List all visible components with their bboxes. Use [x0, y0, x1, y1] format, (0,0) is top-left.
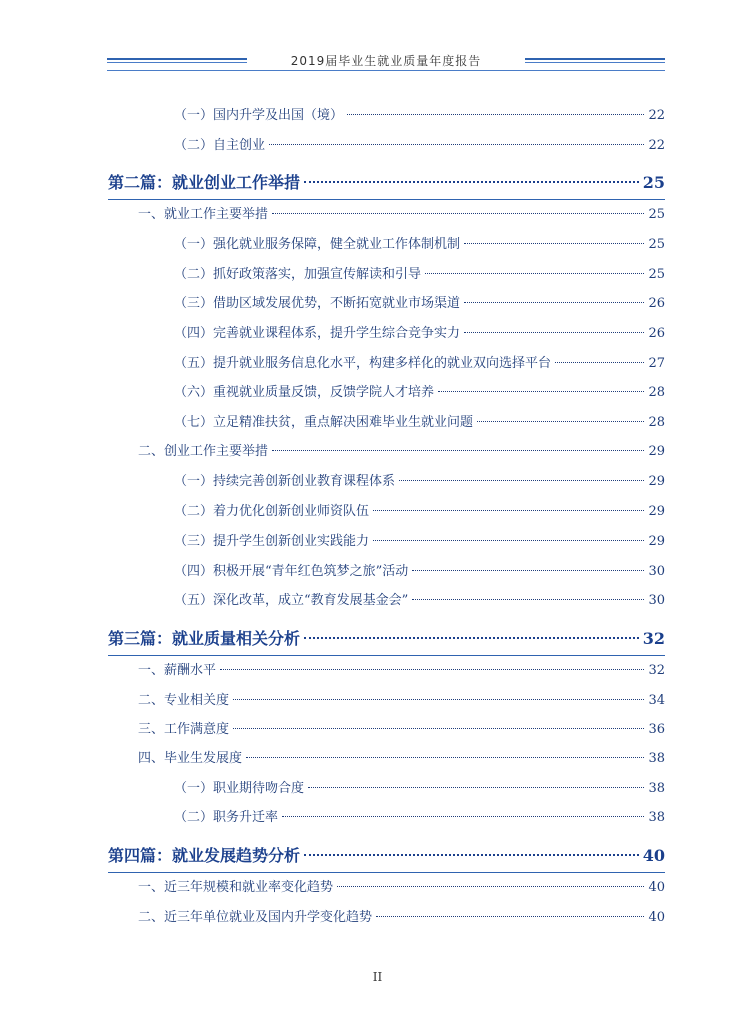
toc-subsection-entry[interactable]	[174, 806, 665, 825]
toc-subsection-entry[interactable]	[174, 777, 665, 796]
toc-entry-label: 一、薪酬水平	[138, 663, 217, 678]
dot-leader	[272, 213, 644, 214]
toc-subsection-entry[interactable]	[174, 322, 665, 341]
dot-leader	[246, 757, 644, 758]
toc-entry-label: （三）借助区域发展优势，不断拓宽就业市场渠道	[174, 296, 461, 311]
toc-entry-page-number: 40	[648, 910, 665, 925]
toc-entry-page-number: 40	[648, 880, 665, 895]
toc-entry-label: 第二篇：就业创业工作举措	[108, 173, 301, 192]
toc-section-entry[interactable]	[138, 747, 665, 766]
toc-entry-page-number: 27	[648, 356, 665, 371]
toc-entry-label: 一、近三年规模和就业率变化趋势	[138, 880, 334, 895]
dot-leader	[555, 362, 644, 363]
toc-chapter-entry[interactable]	[108, 626, 665, 649]
toc-section-entry[interactable]	[138, 906, 665, 925]
toc-subsection-entry[interactable]	[174, 134, 665, 153]
toc-entry-page-number: 22	[648, 138, 665, 153]
toc-entry-label: （四）积极开展“青年红色筑梦之旅”活动	[174, 564, 409, 579]
dot-leader	[272, 450, 644, 451]
toc-chapter-entry[interactable]	[108, 170, 665, 193]
dot-leader	[438, 391, 644, 392]
dot-leader	[412, 599, 644, 600]
toc-entry-page-number: 32	[642, 629, 665, 648]
toc-entry-label: （一）国内升学及出国（境）	[174, 108, 344, 123]
toc-entry-page-number: 30	[648, 564, 665, 579]
toc-subsection-entry[interactable]	[174, 381, 665, 400]
toc-subsection-entry[interactable]	[174, 470, 665, 489]
toc-entry-label: （一）强化就业服务保障，健全就业工作体制机制	[174, 237, 461, 252]
toc-entry-page-number: 25	[648, 207, 665, 222]
toc-subsection-entry[interactable]	[174, 352, 665, 371]
toc-section-entry[interactable]	[138, 876, 665, 895]
dot-leader	[425, 273, 644, 274]
toc-entry-page-number: 28	[648, 385, 665, 400]
dot-leader	[412, 570, 644, 571]
dot-leader	[269, 144, 644, 145]
dot-leader	[308, 787, 644, 788]
toc-section-entry[interactable]	[138, 689, 665, 708]
dot-leader	[282, 816, 644, 817]
toc-entry-label: （五）提升就业服务信息化水平，构建多样化的就业双向选择平台	[174, 356, 552, 371]
toc-entry-label: 二、创业工作主要举措	[138, 444, 269, 459]
dot-leader	[376, 916, 644, 917]
toc-subsection-entry[interactable]	[174, 233, 665, 252]
toc-section-entry[interactable]	[138, 659, 665, 678]
toc-entry-page-number: 29	[648, 444, 665, 459]
toc-entry-label: 第三篇：就业质量相关分析	[108, 629, 301, 648]
toc-entry-label: 一、就业工作主要举措	[138, 207, 269, 222]
toc-entry-page-number: 30	[648, 593, 665, 608]
toc-section-entry[interactable]	[138, 440, 665, 459]
page-number: II	[372, 970, 383, 984]
dot-leader	[233, 699, 644, 700]
toc-entry-page-number: 38	[648, 781, 665, 796]
toc-subsection-entry[interactable]	[174, 500, 665, 519]
toc-section-entry[interactable]	[138, 718, 665, 737]
toc-entry-label: （二）着力优化创新创业师资队伍	[174, 504, 370, 519]
dot-leader	[304, 637, 639, 639]
dot-leader	[233, 728, 644, 729]
toc-entry-page-number: 28	[648, 415, 665, 430]
toc-entry-page-number: 36	[648, 722, 665, 737]
header-title: 2019届毕业生就业质量年度报告	[290, 54, 482, 68]
toc-section-entry[interactable]	[138, 203, 665, 222]
toc-entry-page-number: 38	[648, 751, 665, 766]
toc-entry-page-number: 29	[648, 504, 665, 519]
dot-leader	[220, 669, 644, 670]
toc-entry-label: 二、专业相关度	[138, 693, 230, 708]
toc-entry-label: （一）职业期待吻合度	[174, 781, 305, 796]
toc-entry-page-number: 22	[648, 108, 665, 123]
toc-entry-page-number: 25	[648, 237, 665, 252]
dot-leader	[399, 480, 644, 481]
toc-entry-page-number: 26	[648, 326, 665, 341]
toc-entry-label: （四）完善就业课程体系，提升学生综合竞争实力	[174, 326, 461, 341]
dot-leader	[464, 302, 644, 303]
toc-subsection-entry[interactable]	[174, 411, 665, 430]
toc-subsection-entry[interactable]	[174, 292, 665, 311]
dot-leader	[304, 854, 639, 856]
toc-entry-label: （七）立足精准扶贫，重点解决困难毕业生就业问题	[174, 415, 474, 430]
toc-subsection-entry[interactable]	[174, 530, 665, 549]
toc-chapter-entry[interactable]	[108, 843, 665, 866]
toc-entry-page-number: 29	[648, 534, 665, 549]
dot-leader	[477, 421, 644, 422]
header-underline	[107, 70, 665, 71]
running-header	[107, 50, 665, 74]
toc-entry-page-number: 40	[642, 846, 665, 865]
dot-leader	[337, 886, 644, 887]
toc-entry-page-number: 26	[648, 296, 665, 311]
dot-leader	[373, 540, 644, 541]
toc-subsection-entry[interactable]	[174, 589, 665, 608]
toc-entry-label: 四、毕业生发展度	[138, 751, 243, 766]
toc-entry-label: （五）深化改革，成立“教育发展基金会”	[174, 593, 409, 608]
toc-entry-label: （二）职务升迁率	[174, 810, 279, 825]
toc-entry-label: （二）抓好政策落实，加强宣传解读和引导	[174, 267, 422, 282]
toc-entry-page-number: 25	[648, 267, 665, 282]
dot-leader	[347, 114, 644, 115]
toc-entry-label: 三、工作满意度	[138, 722, 230, 737]
toc-entry-page-number: 25	[642, 173, 665, 192]
toc-entry-page-number: 32	[648, 663, 665, 678]
toc-entry-label: 第四篇：就业发展趋势分析	[108, 846, 301, 865]
dot-leader	[304, 181, 639, 183]
dot-leader	[464, 243, 644, 244]
toc-entry-label: （二）自主创业	[174, 138, 266, 153]
toc-entry-label: 二、近三年单位就业及国内升学变化趋势	[138, 910, 373, 925]
toc-entry-label: （三）提升学生创新创业实践能力	[174, 534, 370, 549]
toc-subsection-entry[interactable]	[174, 263, 665, 282]
toc-entry-label: （一）持续完善创新创业教育课程体系	[174, 474, 396, 489]
dot-leader	[464, 332, 644, 333]
toc-subsection-entry[interactable]	[174, 560, 665, 579]
toc-entry-label: （六）重视就业质量反馈，反馈学院人才培养	[174, 385, 435, 400]
dot-leader	[373, 510, 644, 511]
toc-entry-page-number: 29	[648, 474, 665, 489]
toc-entry-page-number: 38	[648, 810, 665, 825]
toc-subsection-entry[interactable]	[174, 104, 665, 123]
toc-entry-page-number: 34	[648, 693, 665, 708]
